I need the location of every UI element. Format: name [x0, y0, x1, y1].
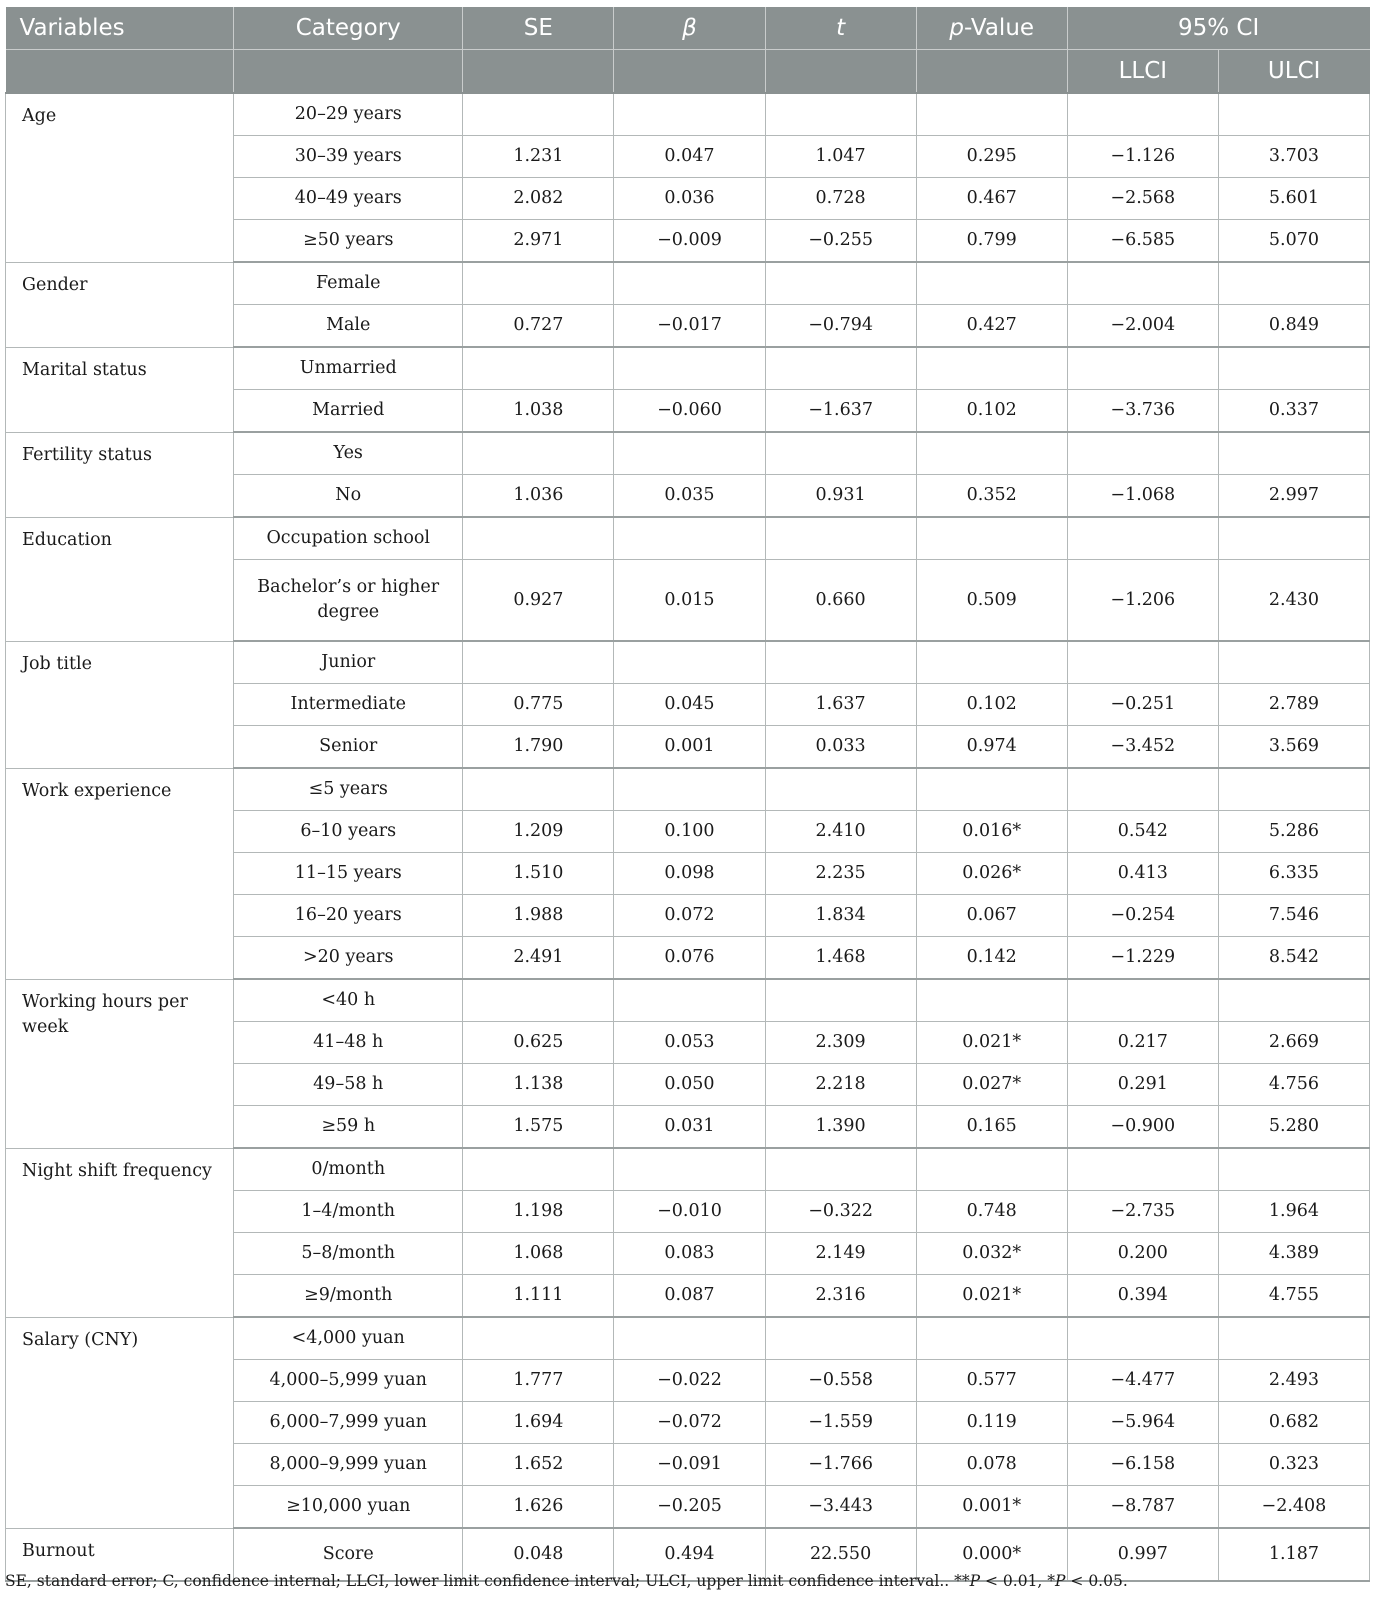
category-cell: ≥9/month	[234, 1275, 463, 1318]
ulci-cell: 5.280	[1218, 1106, 1369, 1149]
ulci-cell: 1.187	[1218, 1528, 1369, 1581]
se-cell: 1.209	[463, 811, 614, 853]
beta-cell: 0.035	[614, 475, 765, 518]
llci-cell: −4.477	[1067, 1360, 1218, 1402]
category-cell: 20–29 years	[234, 93, 463, 136]
llci-cell	[1067, 262, 1218, 305]
beta-cell: 0.031	[614, 1106, 765, 1149]
se-cell: 1.575	[463, 1106, 614, 1149]
se-cell	[463, 1148, 614, 1191]
t-cell: 1.468	[765, 937, 916, 980]
category-cell: Female	[234, 262, 463, 305]
llci-cell: −6.158	[1067, 1444, 1218, 1486]
beta-cell	[614, 1148, 765, 1191]
llci-cell: 0.997	[1067, 1528, 1218, 1581]
table-row	[6, 262, 1370, 305]
beta-cell: 0.494	[614, 1528, 765, 1581]
llci-cell	[1067, 347, 1218, 390]
llci-cell	[1067, 1148, 1218, 1191]
se-cell	[463, 93, 614, 136]
t-cell: 2.149	[765, 1233, 916, 1275]
ulci-cell: 0.323	[1218, 1444, 1369, 1486]
category-cell: Yes	[234, 432, 463, 475]
beta-cell	[614, 979, 765, 1022]
category-cell: Score	[234, 1528, 463, 1581]
header-t: t	[765, 7, 916, 50]
llci-cell	[1067, 1317, 1218, 1360]
p-value-cell: 0.352	[916, 475, 1067, 518]
beta-cell	[614, 641, 765, 684]
llci-cell: 0.413	[1067, 853, 1218, 895]
ulci-cell: 0.682	[1218, 1402, 1369, 1444]
category-cell: Unmarried	[234, 347, 463, 390]
se-cell: 1.510	[463, 853, 614, 895]
ulci-cell	[1218, 768, 1369, 811]
variable-cell: Fertility status	[6, 432, 234, 517]
variable-cell: Night shift frequency	[6, 1148, 234, 1317]
table-row	[6, 979, 1370, 1022]
llci-cell	[1067, 432, 1218, 475]
beta-cell: 0.072	[614, 895, 765, 937]
category-cell: 30–39 years	[234, 136, 463, 178]
table-row	[6, 93, 1370, 136]
llci-cell: −3.736	[1067, 390, 1218, 433]
llci-cell	[1067, 979, 1218, 1022]
ulci-cell	[1218, 262, 1369, 305]
llci-cell: −1.126	[1067, 136, 1218, 178]
header-category: Category	[234, 7, 463, 50]
ulci-cell: 3.703	[1218, 136, 1369, 178]
se-cell: 1.790	[463, 726, 614, 769]
table-row	[6, 517, 1370, 560]
variable-cell: Marital status	[6, 347, 234, 432]
t-cell: 2.316	[765, 1275, 916, 1318]
ulci-cell: −2.408	[1218, 1486, 1369, 1529]
header-beta: β	[614, 7, 765, 50]
category-cell: Junior	[234, 641, 463, 684]
t-cell: 2.410	[765, 811, 916, 853]
category-cell: ≥10,000 yuan	[234, 1486, 463, 1529]
ulci-cell	[1218, 979, 1369, 1022]
t-cell: 0.660	[765, 560, 916, 642]
p-value-cell	[916, 641, 1067, 684]
p-value-cell	[916, 93, 1067, 136]
category-cell: 40–49 years	[234, 178, 463, 220]
ulci-cell: 3.569	[1218, 726, 1369, 769]
header-ulci: ULCI	[1218, 50, 1369, 94]
t-cell	[765, 768, 916, 811]
se-cell: 1.777	[463, 1360, 614, 1402]
header-blank	[765, 50, 916, 94]
t-cell: −0.322	[765, 1191, 916, 1233]
footnote-stars-2: **	[954, 1572, 970, 1590]
llci-cell: 0.291	[1067, 1064, 1218, 1106]
t-cell: 0.728	[765, 178, 916, 220]
t-cell: −0.255	[765, 220, 916, 263]
header-blank	[234, 50, 463, 94]
t-cell	[765, 262, 916, 305]
ulci-cell: 4.755	[1218, 1275, 1369, 1318]
p-value-cell: 0.026*	[916, 853, 1067, 895]
t-cell: 1.637	[765, 684, 916, 726]
t-cell: −1.637	[765, 390, 916, 433]
table-header	[6, 7, 1370, 93]
footnote-text: SE, standard error; C, confidence internal; LLCI, lower limit confidence interval; ULCI, upper limit confidence interval..	[5, 1572, 955, 1590]
llci-cell: −0.251	[1067, 684, 1218, 726]
beta-cell: 0.047	[614, 136, 765, 178]
ulci-cell	[1218, 432, 1369, 475]
variable-cell: Age	[6, 93, 234, 262]
llci-cell: −2.568	[1067, 178, 1218, 220]
ulci-cell: 2.493	[1218, 1360, 1369, 1402]
ulci-cell: 6.335	[1218, 853, 1369, 895]
header-p-rest: -Value	[963, 15, 1035, 41]
beta-cell: −0.060	[614, 390, 765, 433]
beta-cell	[614, 768, 765, 811]
se-cell: 1.626	[463, 1486, 614, 1529]
llci-cell: 0.542	[1067, 811, 1218, 853]
category-cell: Senior	[234, 726, 463, 769]
category-cell: <4,000 yuan	[234, 1317, 463, 1360]
category-cell: No	[234, 475, 463, 518]
p-value-cell: 0.165	[916, 1106, 1067, 1149]
category-cell: >20 years	[234, 937, 463, 980]
beta-cell: −0.009	[614, 220, 765, 263]
table-body	[6, 93, 1370, 1581]
llci-cell: −8.787	[1067, 1486, 1218, 1529]
category-cell: Bachelor’s or higher degree	[234, 560, 463, 642]
table-footnote	[5, 1572, 1128, 1590]
beta-cell: 0.036	[614, 178, 765, 220]
t-cell: 0.033	[765, 726, 916, 769]
table-row	[6, 641, 1370, 684]
llci-cell: −5.964	[1067, 1402, 1218, 1444]
beta-cell	[614, 1317, 765, 1360]
se-cell	[463, 432, 614, 475]
llci-cell: 0.394	[1067, 1275, 1218, 1318]
ulci-cell	[1218, 1148, 1369, 1191]
ulci-cell: 4.756	[1218, 1064, 1369, 1106]
se-cell: 1.138	[463, 1064, 614, 1106]
beta-cell: −0.010	[614, 1191, 765, 1233]
beta-cell: 0.001	[614, 726, 765, 769]
ulci-cell: 5.601	[1218, 178, 1369, 220]
llci-cell: −1.229	[1067, 937, 1218, 980]
p-value-cell: 0.427	[916, 305, 1067, 348]
llci-cell: 0.200	[1067, 1233, 1218, 1275]
llci-cell: −0.900	[1067, 1106, 1218, 1149]
llci-cell	[1067, 768, 1218, 811]
llci-cell	[1067, 93, 1218, 136]
se-cell: 0.775	[463, 684, 614, 726]
ulci-cell: 1.964	[1218, 1191, 1369, 1233]
p-value-cell	[916, 432, 1067, 475]
t-cell	[765, 641, 916, 684]
p-value-cell	[916, 347, 1067, 390]
p-value-cell: 0.027*	[916, 1064, 1067, 1106]
category-cell: 8,000–9,999 yuan	[234, 1444, 463, 1486]
beta-cell	[614, 347, 765, 390]
variable-cell: Working hours per week	[6, 979, 234, 1148]
beta-cell: 0.050	[614, 1064, 765, 1106]
se-cell: 1.198	[463, 1191, 614, 1233]
p-value-cell: 0.078	[916, 1444, 1067, 1486]
t-cell	[765, 347, 916, 390]
llci-cell: −2.004	[1067, 305, 1218, 348]
beta-cell	[614, 432, 765, 475]
t-cell: 2.235	[765, 853, 916, 895]
header-blank	[916, 50, 1067, 94]
p-value-cell: 0.032*	[916, 1233, 1067, 1275]
header-llci: LLCI	[1067, 50, 1218, 94]
se-cell: 1.652	[463, 1444, 614, 1486]
t-cell	[765, 432, 916, 475]
p-value-cell	[916, 768, 1067, 811]
category-cell: ≥50 years	[234, 220, 463, 263]
category-cell: 6–10 years	[234, 811, 463, 853]
p-value-cell	[916, 517, 1067, 560]
beta-cell: 0.053	[614, 1022, 765, 1064]
p-value-cell: 0.509	[916, 560, 1067, 642]
t-cell: −3.443	[765, 1486, 916, 1529]
llci-cell: −6.585	[1067, 220, 1218, 263]
t-cell: 1.390	[765, 1106, 916, 1149]
category-cell: Male	[234, 305, 463, 348]
header-variables: Variables	[6, 7, 234, 50]
se-cell: 1.068	[463, 1233, 614, 1275]
category-cell: 1–4/month	[234, 1191, 463, 1233]
beta-cell: −0.205	[614, 1486, 765, 1529]
se-cell	[463, 262, 614, 305]
ulci-cell: 2.997	[1218, 475, 1369, 518]
llci-cell: −2.735	[1067, 1191, 1218, 1233]
ulci-cell	[1218, 93, 1369, 136]
p-value-cell: 0.119	[916, 1402, 1067, 1444]
beta-cell: 0.015	[614, 560, 765, 642]
variable-cell: Gender	[6, 262, 234, 347]
ulci-cell	[1218, 517, 1369, 560]
p-value-cell: 0.021*	[916, 1275, 1067, 1318]
t-cell	[765, 517, 916, 560]
se-cell: 1.988	[463, 895, 614, 937]
p-value-cell: 0.142	[916, 937, 1067, 980]
variable-cell: Salary (CNY)	[6, 1317, 234, 1528]
p-value-cell: 0.102	[916, 684, 1067, 726]
header-p-italic: p	[949, 15, 964, 41]
p-value-cell: 0.021*	[916, 1022, 1067, 1064]
ulci-cell: 0.337	[1218, 390, 1369, 433]
t-cell	[765, 93, 916, 136]
llci-cell: −0.254	[1067, 895, 1218, 937]
category-cell: 5–8/month	[234, 1233, 463, 1275]
llci-cell: −1.206	[1067, 560, 1218, 642]
se-cell: 1.038	[463, 390, 614, 433]
category-cell: 16–20 years	[234, 895, 463, 937]
beta-cell: 0.100	[614, 811, 765, 853]
t-cell: 2.218	[765, 1064, 916, 1106]
category-cell: 4,000–5,999 yuan	[234, 1360, 463, 1402]
beta-cell: 0.087	[614, 1275, 765, 1318]
table-row	[6, 347, 1370, 390]
p-value-cell	[916, 262, 1067, 305]
t-cell: 1.834	[765, 895, 916, 937]
ulci-cell: 8.542	[1218, 937, 1369, 980]
footnote-stars-1: *	[1047, 1572, 1056, 1590]
header-blank	[6, 50, 234, 94]
ulci-cell: 5.286	[1218, 811, 1369, 853]
se-cell: 1.036	[463, 475, 614, 518]
header-blank	[463, 50, 614, 94]
p-value-cell: 0.974	[916, 726, 1067, 769]
se-cell	[463, 768, 614, 811]
header-ci: 95% CI	[1067, 7, 1369, 50]
se-cell: 0.625	[463, 1022, 614, 1064]
footnote-condition-2: < 0.05.	[1065, 1572, 1128, 1590]
se-cell: 2.491	[463, 937, 614, 980]
se-cell: 2.082	[463, 178, 614, 220]
ulci-cell	[1218, 347, 1369, 390]
variable-cell: Work experience	[6, 768, 234, 979]
beta-cell: −0.091	[614, 1444, 765, 1486]
table-row	[6, 768, 1370, 811]
table-row	[6, 432, 1370, 475]
p-value-cell: 0.067	[916, 895, 1067, 937]
t-cell: −1.766	[765, 1444, 916, 1486]
beta-cell: 0.045	[614, 684, 765, 726]
se-cell: 2.971	[463, 220, 614, 263]
llci-cell: 0.217	[1067, 1022, 1218, 1064]
t-cell: −0.558	[765, 1360, 916, 1402]
t-cell: −0.794	[765, 305, 916, 348]
beta-cell: 0.076	[614, 937, 765, 980]
t-cell: 1.047	[765, 136, 916, 178]
category-cell: Intermediate	[234, 684, 463, 726]
p-value-cell: 0.467	[916, 178, 1067, 220]
beta-cell: 0.098	[614, 853, 765, 895]
p-value-cell: 0.001*	[916, 1486, 1067, 1529]
beta-cell	[614, 517, 765, 560]
variable-cell: Burnout	[6, 1528, 234, 1581]
se-cell: 1.111	[463, 1275, 614, 1318]
regression-table	[5, 7, 1370, 1582]
table-row	[6, 1148, 1370, 1191]
p-value-cell: 0.295	[916, 136, 1067, 178]
se-cell: 0.927	[463, 560, 614, 642]
table-row	[6, 1317, 1370, 1360]
se-cell: 0.727	[463, 305, 614, 348]
p-value-cell	[916, 1148, 1067, 1191]
category-cell: ≤5 years	[234, 768, 463, 811]
p-value-cell: 0.102	[916, 390, 1067, 433]
t-cell	[765, 1317, 916, 1360]
ulci-cell	[1218, 1317, 1369, 1360]
variable-cell: Education	[6, 517, 234, 641]
beta-cell: −0.022	[614, 1360, 765, 1402]
category-cell: <40 h	[234, 979, 463, 1022]
t-cell: 2.309	[765, 1022, 916, 1064]
t-cell	[765, 1148, 916, 1191]
t-cell: 0.931	[765, 475, 916, 518]
variable-cell: Job title	[6, 641, 234, 768]
llci-cell	[1067, 517, 1218, 560]
category-cell: 0/month	[234, 1148, 463, 1191]
ulci-cell: 2.430	[1218, 560, 1369, 642]
se-cell: 0.048	[463, 1528, 614, 1581]
ulci-cell: 7.546	[1218, 895, 1369, 937]
p-value-cell: 0.000*	[916, 1528, 1067, 1581]
ulci-cell: 0.849	[1218, 305, 1369, 348]
t-cell	[765, 979, 916, 1022]
category-cell: Occupation school	[234, 517, 463, 560]
se-cell: 1.231	[463, 136, 614, 178]
header-p-value	[916, 7, 1067, 50]
p-value-cell: 0.799	[916, 220, 1067, 263]
footnote-p-1: P	[969, 1572, 981, 1590]
header-se: SE	[463, 7, 614, 50]
p-value-cell: 0.577	[916, 1360, 1067, 1402]
ulci-cell: 2.789	[1218, 684, 1369, 726]
p-value-cell: 0.748	[916, 1191, 1067, 1233]
beta-cell: 0.083	[614, 1233, 765, 1275]
p-value-cell: 0.016*	[916, 811, 1067, 853]
ulci-cell: 4.389	[1218, 1233, 1369, 1275]
llci-cell: −3.452	[1067, 726, 1218, 769]
se-cell	[463, 1317, 614, 1360]
se-cell: 1.694	[463, 1402, 614, 1444]
footnote-p-2: P	[1055, 1572, 1066, 1590]
category-cell: 49–58 h	[234, 1064, 463, 1106]
ulci-cell	[1218, 641, 1369, 684]
se-cell	[463, 641, 614, 684]
se-cell	[463, 347, 614, 390]
t-cell: 22.550	[765, 1528, 916, 1581]
category-cell: 6,000–7,999 yuan	[234, 1402, 463, 1444]
se-cell	[463, 517, 614, 560]
beta-cell: −0.017	[614, 305, 765, 348]
llci-cell: −1.068	[1067, 475, 1218, 518]
p-value-cell	[916, 979, 1067, 1022]
category-cell: ≥59 h	[234, 1106, 463, 1149]
category-cell: Married	[234, 390, 463, 433]
category-cell: 11–15 years	[234, 853, 463, 895]
p-value-cell	[916, 1317, 1067, 1360]
category-cell: 41–48 h	[234, 1022, 463, 1064]
footnote-condition-1: < 0.01,	[980, 1572, 1048, 1590]
beta-cell	[614, 262, 765, 305]
t-cell: −1.559	[765, 1402, 916, 1444]
beta-cell: −0.072	[614, 1402, 765, 1444]
header-blank	[614, 50, 765, 94]
se-cell	[463, 979, 614, 1022]
beta-cell	[614, 93, 765, 136]
ulci-cell: 5.070	[1218, 220, 1369, 263]
ulci-cell: 2.669	[1218, 1022, 1369, 1064]
llci-cell	[1067, 641, 1218, 684]
